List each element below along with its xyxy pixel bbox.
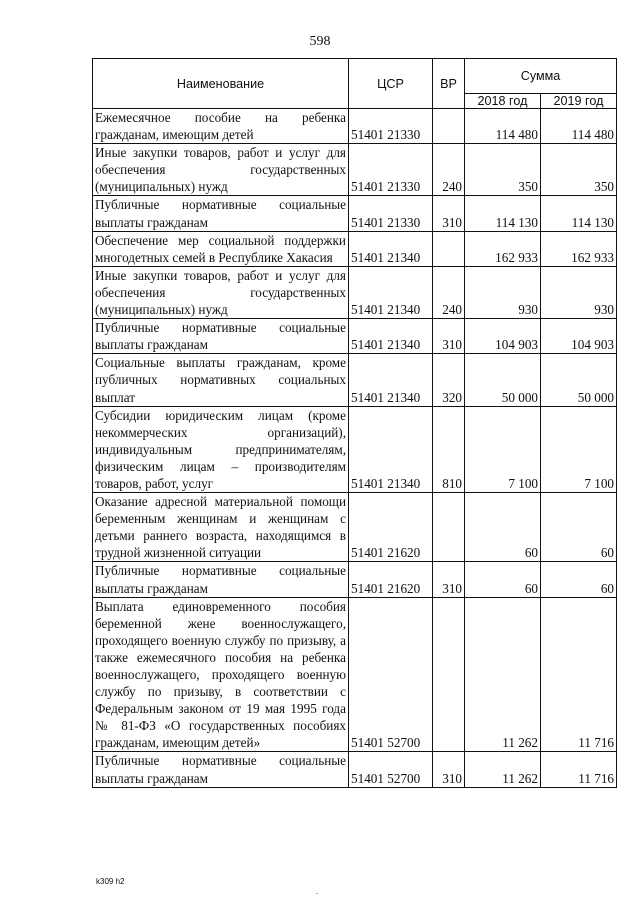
header-vr: ВР bbox=[433, 59, 465, 109]
page-number: 598 bbox=[309, 34, 331, 49]
row-csr: 51401 21620 bbox=[349, 493, 433, 562]
row-sum-2018: 11 262 bbox=[465, 752, 541, 787]
row-vr bbox=[433, 109, 465, 144]
table-row bbox=[93, 406, 617, 492]
row-name: Публичные нормативные социальные выплаты гражданам bbox=[93, 562, 349, 597]
row-sum-2018: 7 100 bbox=[465, 406, 541, 492]
row-csr: 51401 21620 bbox=[349, 562, 433, 597]
row-vr: 310 bbox=[433, 196, 465, 231]
footer-mark: . bbox=[316, 887, 318, 896]
row-csr: 51401 21330 bbox=[349, 109, 433, 144]
row-sum-2019: 60 bbox=[541, 562, 617, 597]
row-sum-2018: 60 bbox=[465, 493, 541, 562]
row-csr: 51401 21330 bbox=[349, 196, 433, 231]
row-name: Ежемесячное пособие на ребенка гражданам, имеющим детей bbox=[93, 109, 349, 144]
row-sum-2018: 50 000 bbox=[465, 354, 541, 406]
row-sum-2019: 11 716 bbox=[541, 752, 617, 787]
row-vr: 810 bbox=[433, 406, 465, 492]
row-csr: 51401 21340 bbox=[349, 266, 433, 318]
row-vr: 240 bbox=[433, 266, 465, 318]
row-name: Обеспечение мер социальной поддержки многодетных семей в Республике Хакасия bbox=[93, 231, 349, 266]
table-row bbox=[93, 562, 617, 597]
row-sum-2018: 162 933 bbox=[465, 231, 541, 266]
row-sum-2019: 162 933 bbox=[541, 231, 617, 266]
row-name: Социальные выплаты гражданам, кроме публичных нормативных социальных выплат bbox=[93, 354, 349, 406]
table-row bbox=[93, 231, 617, 266]
row-csr: 51401 21340 bbox=[349, 406, 433, 492]
row-vr: 320 bbox=[433, 354, 465, 406]
row-sum-2018: 11 262 bbox=[465, 597, 541, 752]
row-sum-2019: 7 100 bbox=[541, 406, 617, 492]
row-vr bbox=[433, 231, 465, 266]
table-row bbox=[93, 266, 617, 318]
row-csr: 51401 21330 bbox=[349, 144, 433, 196]
row-sum-2018: 350 bbox=[465, 144, 541, 196]
row-vr: 310 bbox=[433, 752, 465, 787]
table-row bbox=[93, 319, 617, 354]
row-sum-2019: 930 bbox=[541, 266, 617, 318]
row-vr: 240 bbox=[433, 144, 465, 196]
table-row bbox=[93, 493, 617, 562]
row-sum-2019: 104 903 bbox=[541, 319, 617, 354]
header-year-2018: 2018 год bbox=[465, 94, 541, 109]
row-vr: 310 bbox=[433, 562, 465, 597]
row-vr: 310 bbox=[433, 319, 465, 354]
row-name: Публичные нормативные социальные выплаты гражданам bbox=[93, 752, 349, 787]
row-csr: 51401 52700 bbox=[349, 752, 433, 787]
table-row bbox=[93, 109, 617, 144]
table-row bbox=[93, 597, 617, 752]
row-csr: 51401 52700 bbox=[349, 597, 433, 752]
header-csr: ЦСР bbox=[349, 59, 433, 109]
row-vr bbox=[433, 597, 465, 752]
table-row bbox=[93, 144, 617, 196]
header-sum: Сумма bbox=[465, 59, 617, 94]
budget-table bbox=[92, 58, 617, 788]
footer-code: k309 h2 bbox=[96, 877, 125, 886]
row-csr: 51401 21340 bbox=[349, 354, 433, 406]
table-row bbox=[93, 752, 617, 787]
row-sum-2018: 60 bbox=[465, 562, 541, 597]
row-sum-2018: 114 130 bbox=[465, 196, 541, 231]
row-vr bbox=[433, 493, 465, 562]
row-name: Публичные нормативные социальные выплаты гражданам bbox=[93, 319, 349, 354]
row-sum-2019: 114 130 bbox=[541, 196, 617, 231]
row-name: Иные закупки товаров, работ и услуг для обеспечения государственных (муниципальных) нужд bbox=[93, 266, 349, 318]
row-name: Субсидии юридическим лицам (кроме некоммерческих организаций), индивидуальным предпринимателям, физическим лицам – производителям товаров, работ, услуг bbox=[93, 406, 349, 492]
row-csr: 51401 21340 bbox=[349, 319, 433, 354]
row-sum-2018: 104 903 bbox=[465, 319, 541, 354]
row-sum-2019: 114 480 bbox=[541, 109, 617, 144]
header-year-2019: 2019 год bbox=[541, 94, 617, 109]
table-row bbox=[93, 196, 617, 231]
row-csr: 51401 21340 bbox=[349, 231, 433, 266]
row-name: Иные закупки товаров, работ и услуг для обеспечения государственных (муниципальных) нужд bbox=[93, 144, 349, 196]
row-sum-2018: 930 bbox=[465, 266, 541, 318]
row-name: Оказание адресной материальной помощи беременным женщинам и женщинам с детьми раннего возраста, находящимся в трудной жизненной ситуации bbox=[93, 493, 349, 562]
table-row bbox=[93, 354, 617, 406]
row-sum-2019: 11 716 bbox=[541, 597, 617, 752]
header-name: Наименование bbox=[93, 59, 349, 109]
row-name: Публичные нормативные социальные выплаты гражданам bbox=[93, 196, 349, 231]
row-name: Выплата единовременного пособия беременной жене военнослужащего, проходящего военную службу по призыву, а также ежемесячного пособия на ребенка военнослужащего, проходящего военную службу по призыву, в соответствии с Федеральным законом от 19 мая 1995 года № 81-ФЗ «О государственных пособиях гражданам, имеющим детей» bbox=[93, 597, 349, 752]
row-sum-2019: 50 000 bbox=[541, 354, 617, 406]
row-sum-2019: 350 bbox=[541, 144, 617, 196]
row-sum-2019: 60 bbox=[541, 493, 617, 562]
row-sum-2018: 114 480 bbox=[465, 109, 541, 144]
